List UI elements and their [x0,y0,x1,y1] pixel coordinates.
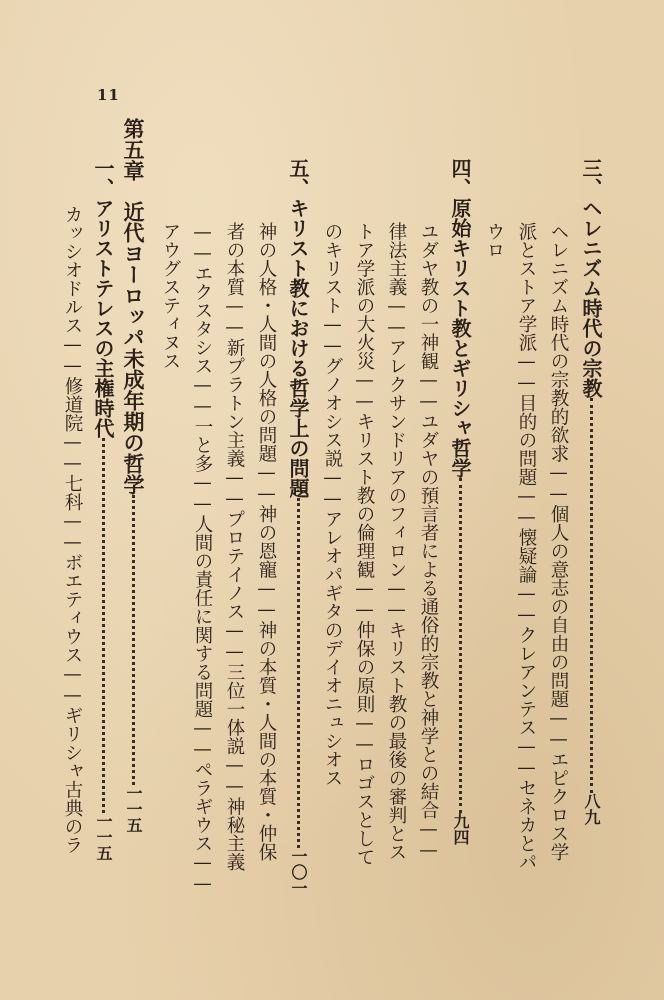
page-number: 11 [97,86,120,104]
chapter-5-title: 近代ヨーロッパ未成年期の哲学 [121,201,146,495]
chapter-5-marker: 第五章 [121,118,146,181]
section-5-line-4: アウグスティヌス [160,222,181,370]
section-3-line-1: ヘレニズム時代の宗教的欲求——個人の意志の自由の問題——エピクロス学 [548,222,569,861]
section-3-line-2: 派とストア学派——目的の問題——懐疑論——クレアンテス——セネカとパ [516,222,537,871]
section-4-line-4: のキリスト——グノオシス説——アレオパギタのデイオニュシオス [322,222,343,787]
section-3-title: ヘレニズム時代の宗教 [579,198,603,398]
section-5-title: キリスト教における哲学上の問題 [286,198,310,498]
section-5-leader [297,498,300,848]
chapter-5-page: 一一五 [124,785,143,833]
section-4-leader [459,478,462,813]
subsection-1-marker: 一、 [91,158,115,198]
section-3-line-3: ウロ [484,222,505,259]
section-5-line-2: 者の本質——新プラトン主義——プロテイノス——三位一体説——神秘主義 [224,222,245,871]
subsection-1-title: アリストテレスの主権時代 [91,198,115,438]
chapter-5-leader [132,495,135,785]
section-4-page: 九四 [451,813,470,845]
subsection-1-page: 一一五 [94,813,113,861]
subsection-1-line-1: カッシオドルス——修道院——七科——ボエティウス——ギリシャ古典のラ [62,205,83,854]
section-3-leader [590,398,593,793]
section-4-heading [450,158,470,845]
subsection-1-heading [93,158,113,861]
section-4-line-2: 律法主義——アレクサンドリアのフィロン——キリスト教の最後の審判とス [386,222,407,861]
section-4-line-1: ユダヤ教の一神観——ユダヤの預言者による通俗的宗教と神学との結合—— [418,222,439,861]
section-4-title: 原始キリスト教とギリシャ哲学 [448,198,472,478]
section-3-marker: 三、 [579,158,603,198]
chapter-5-heading [121,118,146,833]
section-5-line-3: ——エクスタシス——一と多——人間の責任に関する問題——ペラギウス—— [192,222,213,895]
subsection-1-leader [102,438,105,813]
section-3-page: 八九 [582,793,601,825]
section-3-heading [581,158,601,825]
section-5-page: 一〇一 [289,848,308,896]
section-4-line-3: トア学派の大火災——キリスト教の倫理観——仲保の原則——ロゴスとして [354,222,375,866]
section-5-heading [288,158,308,896]
section-4-marker: 四、 [448,158,472,198]
section-5-line-1: 神の人格・人間の人格の問題——神の恩寵——神の本質・人間の本質・仲保 [256,222,277,861]
section-5-marker: 五、 [286,158,310,198]
